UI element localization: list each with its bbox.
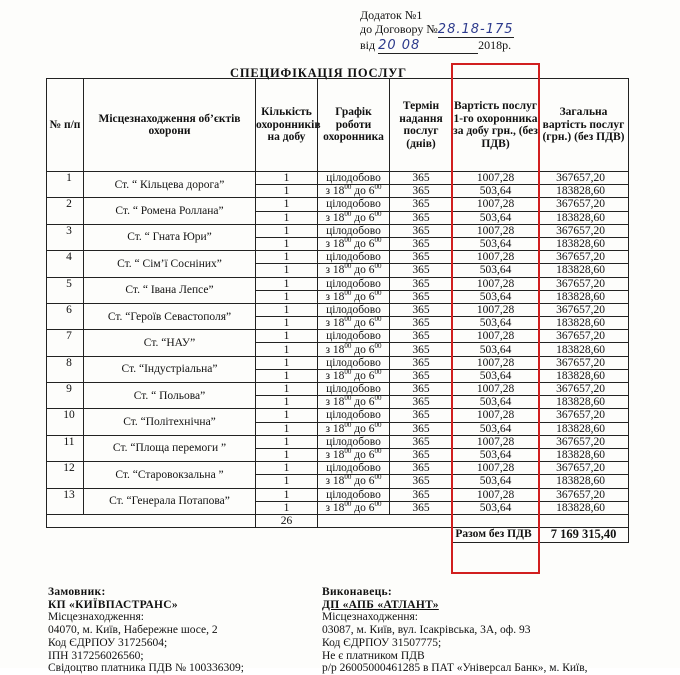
table-row [47, 277, 629, 290]
customer-line: ІПН 317256026560; [48, 649, 144, 662]
contractor-block [322, 586, 652, 675]
price-cell: 1007,28 [453, 409, 539, 422]
term-cell: 365 [390, 422, 453, 435]
price-cell: 1007,28 [453, 172, 539, 185]
guards-cell: 1 [256, 211, 318, 224]
location-cell: Ст. “ Гната Юри” [84, 224, 256, 250]
schedule-cell: цілодобово [318, 409, 390, 422]
customer-line: Код ЄДРПОУ 31725604; [48, 636, 168, 649]
price-cell: 503,64 [453, 185, 539, 198]
guards-cell: 1 [256, 251, 318, 264]
term-cell: 365 [390, 277, 453, 290]
schedule-cell: цілодобово [318, 330, 390, 343]
term-cell: 365 [390, 290, 453, 303]
total-cell: 183828,60 [539, 317, 629, 330]
schedule-cell: з $18^{00}$ до $6^{00}$ [318, 237, 390, 250]
col-header-term: Термін надання послуг (днів) [390, 79, 453, 172]
schedule-cell: цілодобово [318, 383, 390, 396]
row-number: 13 [47, 488, 84, 514]
schedule-cell: з $18^{00}$ до $6^{00}$ [318, 448, 390, 461]
highlight-box-price-column [451, 63, 540, 574]
total-cell: 367657,20 [539, 303, 629, 316]
customer-name: КП «КИЇВПАСТРАНС» [48, 598, 178, 611]
table-row [47, 330, 629, 343]
price-cell: 1007,28 [453, 488, 539, 501]
row-number: 6 [47, 303, 84, 329]
guards-cell: 1 [256, 501, 318, 514]
contractor-line: Код ЄДРПОУ 31507775; [322, 636, 442, 649]
schedule-cell: з $18^{00}$ до $6^{00}$ [318, 185, 390, 198]
table-header-row [47, 79, 629, 172]
total-cell: 367657,20 [539, 488, 629, 501]
term-cell: 365 [390, 369, 453, 382]
contractor-heading: Виконавець: [322, 586, 393, 598]
contract-date-line: від 20 08 2018р. [360, 38, 512, 53]
total-label: Разом без ПДВ [453, 528, 539, 543]
contractor-line: Місцезнаходження: [322, 611, 418, 624]
annex-title: Додаток №1 [360, 8, 423, 22]
guards-cell: 1 [256, 356, 318, 369]
total-cell: 183828,60 [539, 475, 629, 488]
total-row [47, 528, 629, 543]
term-cell: 365 [390, 198, 453, 211]
total-cell: 367657,20 [539, 172, 629, 185]
term-cell: 365 [390, 383, 453, 396]
price-cell: 503,64 [453, 501, 539, 514]
guards-cell: 1 [256, 264, 318, 277]
guards-cell: 1 [256, 409, 318, 422]
price-cell: 503,64 [453, 211, 539, 224]
guards-cell: 1 [256, 383, 318, 396]
blank-cell [47, 528, 453, 543]
col-header-price: Вартість послуг 1-го охоронника за добу грн., (без ПДВ) [453, 79, 539, 172]
total-cell: 367657,20 [539, 251, 629, 264]
location-cell: Ст. “Індустріальна” [84, 356, 256, 382]
price-cell: 503,64 [453, 475, 539, 488]
total-cell: 183828,60 [539, 448, 629, 461]
price-cell: 503,64 [453, 317, 539, 330]
row-number: 7 [47, 330, 84, 356]
guards-cell: 1 [256, 317, 318, 330]
contract-number-line: до Договору №28.18-175 [360, 22, 514, 37]
guards-cell: 1 [256, 448, 318, 461]
guards-cell: 1 [256, 237, 318, 250]
contractor-name: ДП «АПБ «АТЛАНТ» [322, 598, 439, 611]
total-cell: 183828,60 [539, 396, 629, 409]
price-cell: 503,64 [453, 369, 539, 382]
term-cell: 365 [390, 264, 453, 277]
table-row [47, 435, 629, 448]
table-row [47, 462, 629, 475]
guards-cell: 1 [256, 277, 318, 290]
guards-cell: 1 [256, 475, 318, 488]
row-number: 8 [47, 356, 84, 382]
contractor-line: Не є платником ПДВ [322, 649, 425, 662]
schedule-cell: цілодобово [318, 251, 390, 264]
row-number: 2 [47, 198, 84, 224]
guards-cell: 1 [256, 303, 318, 316]
price-cell: 503,64 [453, 264, 539, 277]
schedule-cell: цілодобово [318, 277, 390, 290]
price-cell: 503,64 [453, 422, 539, 435]
term-cell: 365 [390, 501, 453, 514]
price-cell: 1007,28 [453, 198, 539, 211]
customer-block [48, 586, 348, 675]
price-cell: 1007,28 [453, 277, 539, 290]
location-cell: Ст. “Героїв Севастополя” [84, 303, 256, 329]
guards-sum: 26 [256, 514, 318, 527]
schedule-cell: цілодобово [318, 172, 390, 185]
total-cell: 183828,60 [539, 264, 629, 277]
guards-sum-row [47, 514, 629, 527]
total-cell: 183828,60 [539, 211, 629, 224]
total-cell: 367657,20 [539, 435, 629, 448]
price-cell: 503,64 [453, 343, 539, 356]
term-cell: 365 [390, 224, 453, 237]
schedule-cell: цілодобово [318, 462, 390, 475]
table-row [47, 356, 629, 369]
total-cell: 183828,60 [539, 185, 629, 198]
schedule-cell: цілодобово [318, 198, 390, 211]
location-cell: Ст. “Площа перемоги ” [84, 435, 256, 461]
location-cell: Ст. “ Кільцева дорога” [84, 172, 256, 198]
price-cell: 1007,28 [453, 303, 539, 316]
term-cell: 365 [390, 488, 453, 501]
guards-cell: 1 [256, 462, 318, 475]
table-row [47, 224, 629, 237]
schedule-cell: цілодобово [318, 224, 390, 237]
total-cell: 367657,20 [539, 277, 629, 290]
location-cell: Ст. “НАУ” [84, 330, 256, 356]
contractor-line: р/р 26005000461285 в ПАТ «Універсал Банк», м. Київ, [322, 662, 588, 675]
schedule-cell: цілодобово [318, 435, 390, 448]
price-cell: 1007,28 [453, 462, 539, 475]
term-cell: 365 [390, 409, 453, 422]
location-cell: Ст. “Генерала Потапова” [84, 488, 256, 514]
location-cell: Ст. “Старовокзальна ” [84, 462, 256, 488]
table-row [47, 488, 629, 501]
guards-cell: 1 [256, 185, 318, 198]
guards-cell: 1 [256, 435, 318, 448]
table-row [47, 251, 629, 264]
guards-cell: 1 [256, 198, 318, 211]
row-number: 10 [47, 409, 84, 435]
schedule-cell: з $18^{00}$ до $6^{00}$ [318, 343, 390, 356]
term-cell: 365 [390, 330, 453, 343]
price-cell: 503,64 [453, 396, 539, 409]
contractor-line: 03087, м. Київ, вул. Ісакрівська, 3А, оф. 93 [322, 624, 531, 637]
term-cell: 365 [390, 462, 453, 475]
schedule-cell: цілодобово [318, 488, 390, 501]
schedule-cell: цілодобово [318, 356, 390, 369]
guards-cell: 1 [256, 330, 318, 343]
customer-heading: Замовник: [48, 586, 106, 598]
col-header-total: Загальна вартість послуг (грн.) (без ПДВ) [539, 79, 629, 172]
price-cell: 1007,28 [453, 435, 539, 448]
schedule-cell: з $18^{00}$ до $6^{00}$ [318, 396, 390, 409]
total-cell: 367657,20 [539, 224, 629, 237]
row-number: 5 [47, 277, 84, 303]
term-cell: 365 [390, 356, 453, 369]
term-cell: 365 [390, 237, 453, 250]
term-cell: 365 [390, 317, 453, 330]
total-cell: 367657,20 [539, 356, 629, 369]
guards-cell: 1 [256, 290, 318, 303]
customer-line: Місцезнаходження: [48, 611, 144, 624]
schedule-cell: з $18^{00}$ до $6^{00}$ [318, 290, 390, 303]
total-cell: 183828,60 [539, 369, 629, 382]
schedule-cell: з $18^{00}$ до $6^{00}$ [318, 369, 390, 382]
table-row [47, 409, 629, 422]
term-cell: 365 [390, 448, 453, 461]
schedule-cell: з $18^{00}$ до $6^{00}$ [318, 501, 390, 514]
total-value: 7 169 315,40 [539, 528, 629, 543]
services-specification-table [46, 78, 629, 543]
row-number: 3 [47, 224, 84, 250]
col-header-guards: Кількість охоронників на добу [256, 79, 318, 172]
price-cell: 1007,28 [453, 330, 539, 343]
empty-cell [47, 514, 256, 527]
row-number: 9 [47, 383, 84, 409]
price-cell: 1007,28 [453, 383, 539, 396]
total-cell: 367657,20 [539, 330, 629, 343]
schedule-cell: з $18^{00}$ до $6^{00}$ [318, 264, 390, 277]
price-cell: 1007,28 [453, 251, 539, 264]
price-cell: 503,64 [453, 237, 539, 250]
handwritten-date: 20 08 [378, 39, 478, 54]
term-cell: 365 [390, 303, 453, 316]
price-cell: 503,64 [453, 448, 539, 461]
table-row [47, 303, 629, 316]
guards-cell: 1 [256, 488, 318, 501]
term-cell: 365 [390, 396, 453, 409]
guards-cell: 1 [256, 343, 318, 356]
term-cell: 365 [390, 435, 453, 448]
annex-header [360, 8, 660, 54]
total-cell: 183828,60 [539, 237, 629, 250]
page-title: СПЕЦИФІКАЦІЯ ПОСЛУГ [230, 66, 407, 80]
col-header-schedule: Графік роботи охоронника [318, 79, 390, 172]
location-cell: Ст. “Політехнічна” [84, 409, 256, 435]
schedule-cell: з $18^{00}$ до $6^{00}$ [318, 317, 390, 330]
col-header-location: Місцезнаходження об’єктів охорони [84, 79, 256, 172]
location-cell: Ст. “ Ромена Роллана” [84, 198, 256, 224]
term-cell: 365 [390, 251, 453, 264]
guards-cell: 1 [256, 396, 318, 409]
guards-cell: 1 [256, 172, 318, 185]
handwritten-contract-number: 28.18-175 [437, 22, 514, 37]
total-cell: 367657,20 [539, 198, 629, 211]
price-cell: 1007,28 [453, 356, 539, 369]
total-cell: 183828,60 [539, 290, 629, 303]
customer-line: Свідоцтво платника ПДВ № 100336309; [48, 662, 244, 675]
guards-cell: 1 [256, 224, 318, 237]
total-cell: 183828,60 [539, 501, 629, 514]
table-row [47, 172, 629, 185]
location-cell: Ст. “ Польова” [84, 383, 256, 409]
row-number: 4 [47, 251, 84, 277]
term-cell: 365 [390, 343, 453, 356]
table-row [47, 383, 629, 396]
total-cell: 367657,20 [539, 409, 629, 422]
total-cell: 367657,20 [539, 462, 629, 475]
table-body [47, 172, 629, 543]
term-cell: 365 [390, 211, 453, 224]
guards-cell: 1 [256, 422, 318, 435]
row-number: 12 [47, 462, 84, 488]
total-cell: 183828,60 [539, 343, 629, 356]
term-cell: 365 [390, 185, 453, 198]
row-number: 1 [47, 172, 84, 198]
term-cell: 365 [390, 475, 453, 488]
schedule-cell: з $18^{00}$ до $6^{00}$ [318, 475, 390, 488]
schedule-cell: цілодобово [318, 303, 390, 316]
total-cell: 367657,20 [539, 383, 629, 396]
col-header-num: № п/п [47, 79, 84, 172]
schedule-cell: з $18^{00}$ до $6^{00}$ [318, 422, 390, 435]
schedule-cell: з $18^{00}$ до $6^{00}$ [318, 211, 390, 224]
term-cell: 365 [390, 172, 453, 185]
row-number: 11 [47, 435, 84, 461]
guards-cell: 1 [256, 369, 318, 382]
location-cell: Ст. “ Івана Лепсе” [84, 277, 256, 303]
location-cell: Ст. “ Сім’ї Сосніних” [84, 251, 256, 277]
total-cell: 183828,60 [539, 422, 629, 435]
table-row [47, 198, 629, 211]
price-cell: 503,64 [453, 290, 539, 303]
customer-line: 04070, м. Київ, Набережне шосе, 2 [48, 624, 218, 637]
price-cell: 1007,28 [453, 224, 539, 237]
